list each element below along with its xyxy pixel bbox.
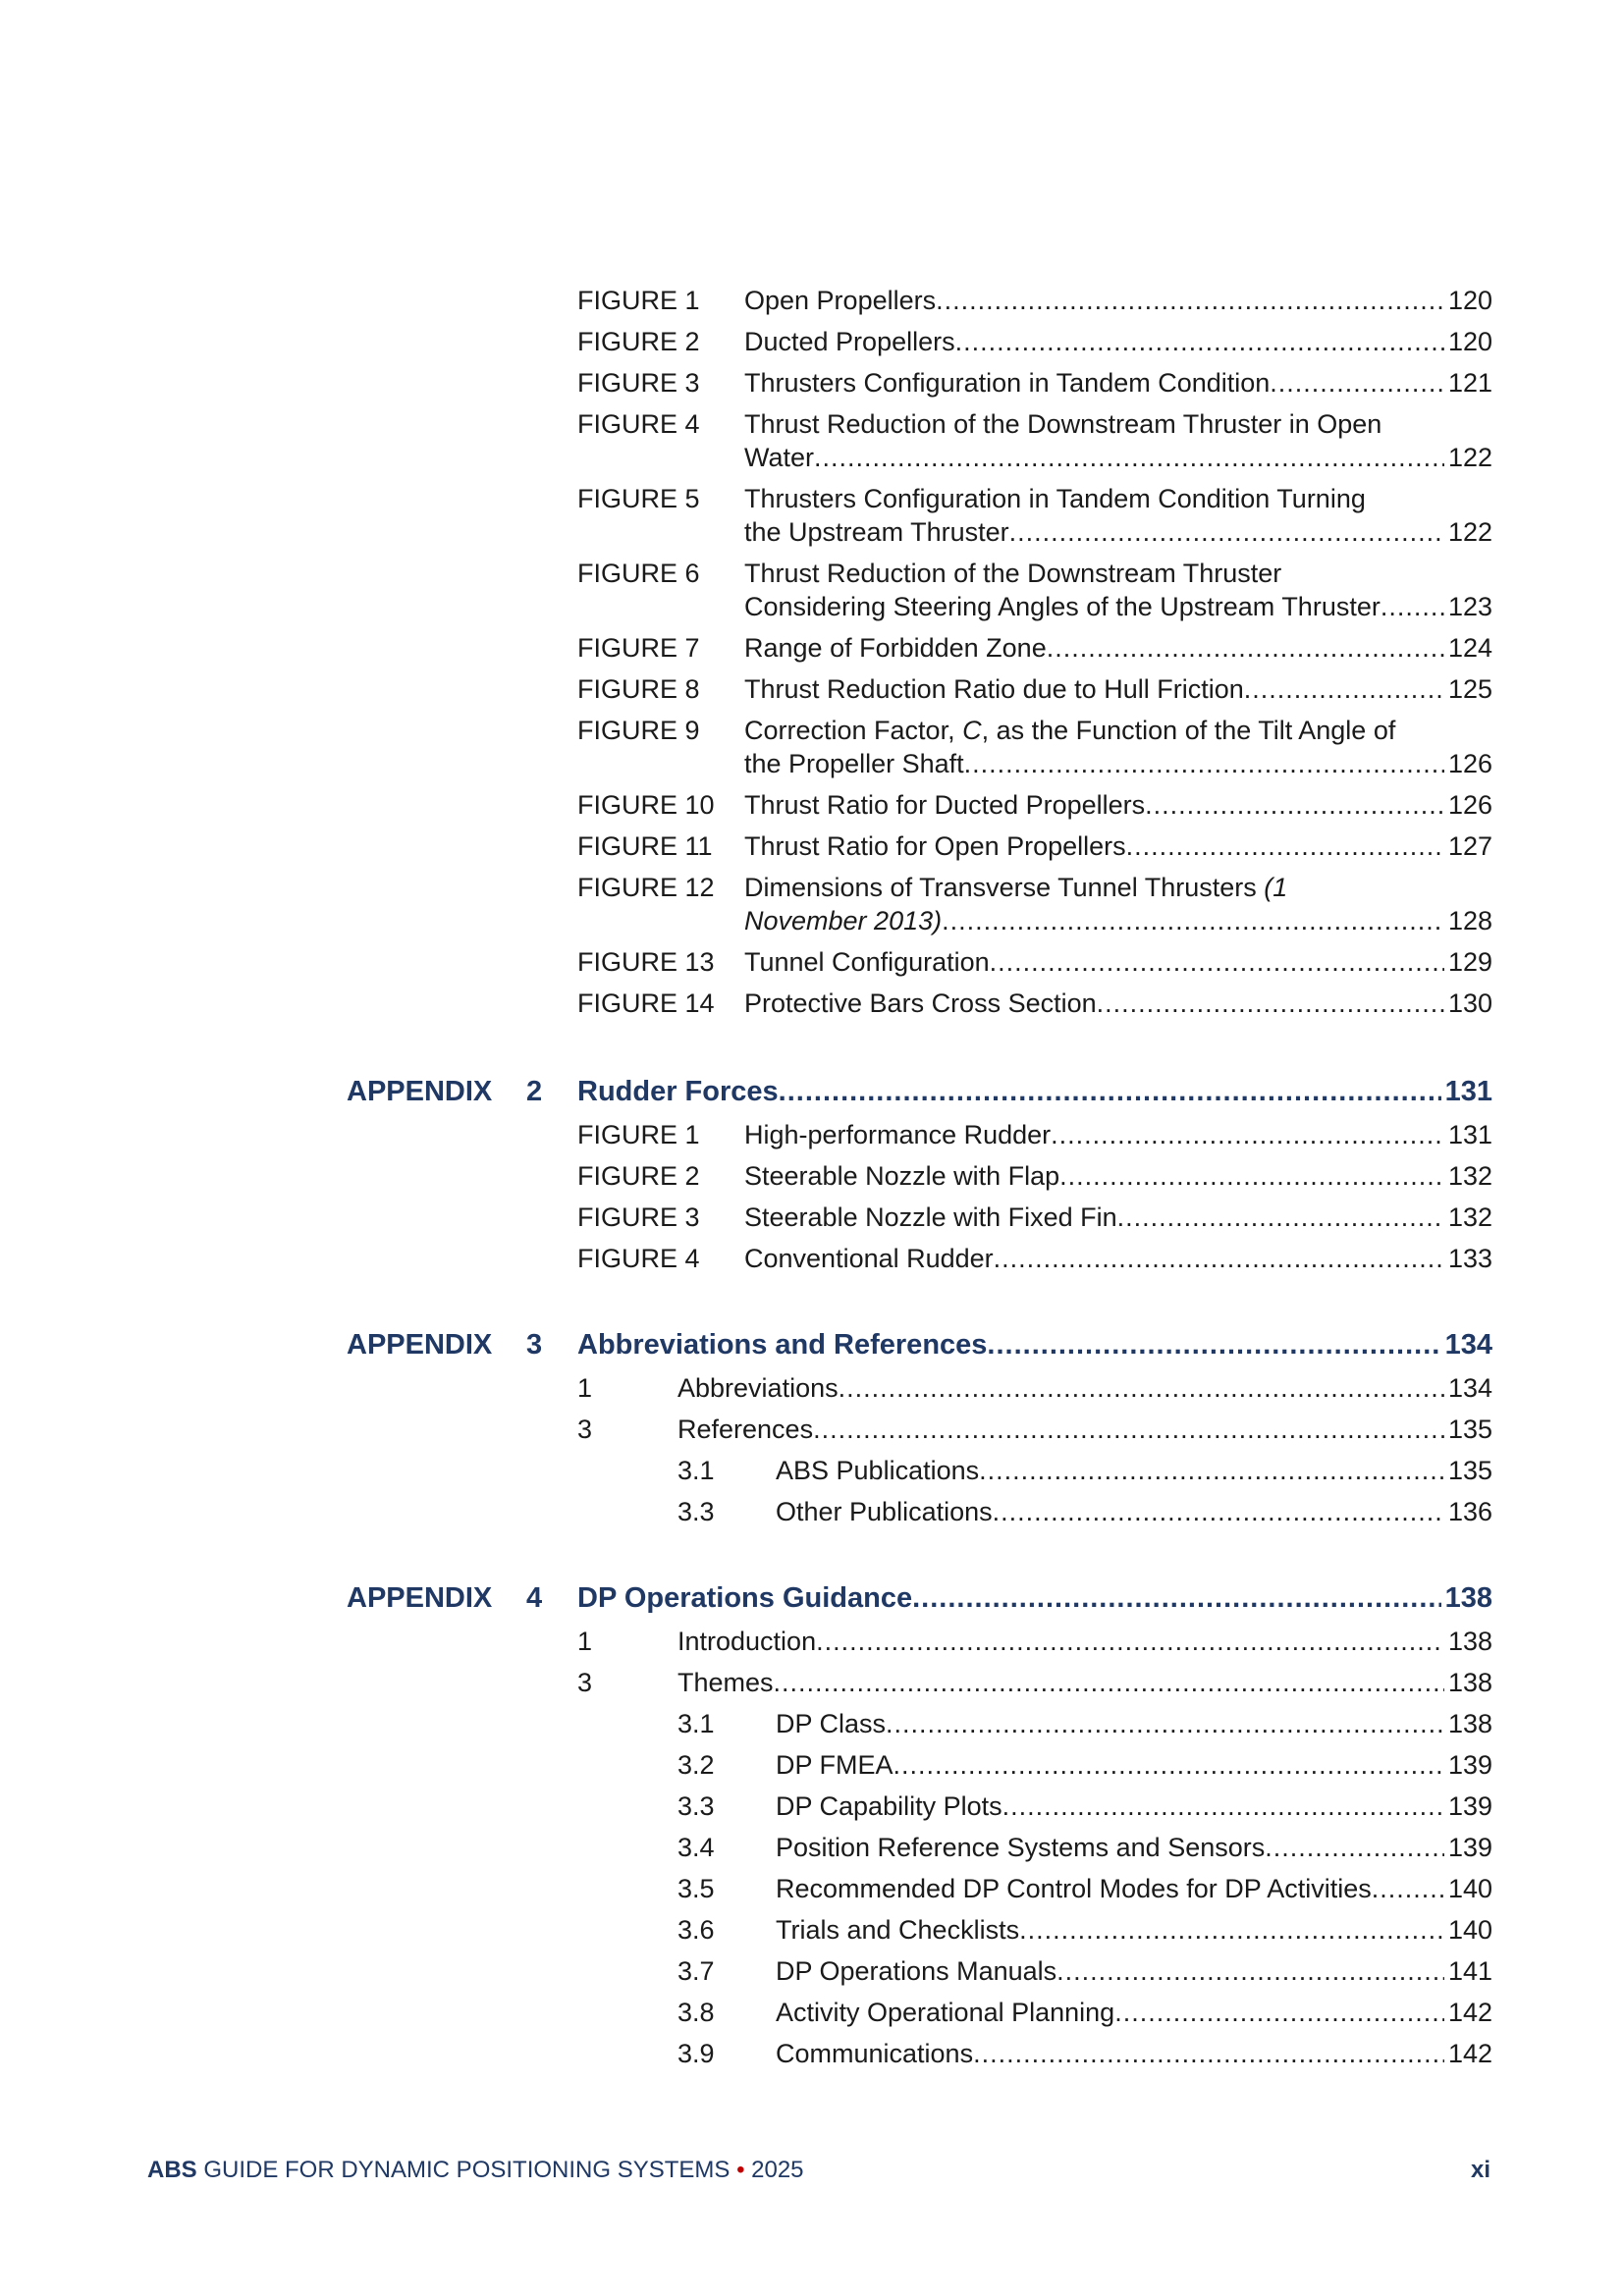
page-number: xi (1470, 2157, 1490, 2183)
figure-label: FIGURE 14 (577, 988, 715, 1018)
entry-title-line1: Thrust Reduction of the Downstream Thruster in Open (744, 409, 1382, 439)
toc-entry[interactable] (776, 1455, 1492, 1487)
leader-dots (1372, 1873, 1444, 1905)
entry-page: 135 (1447, 1415, 1492, 1444)
toc-entry[interactable] (744, 946, 1492, 979)
entry-title: Steerable Nozzle with Flap (744, 1161, 1060, 1191)
entry-title: Other Publications (776, 1497, 993, 1526)
section-number: 3 (577, 1668, 593, 1697)
entry-page: 135 (1447, 1456, 1492, 1485)
figure-label: FIGURE 9 (577, 716, 700, 745)
figure-label: FIGURE 11 (577, 831, 713, 861)
leader-dots (1244, 673, 1444, 706)
entry-title: the Propeller Shaft (744, 749, 964, 778)
subsection-number: 3.7 (677, 1956, 715, 1986)
entry-title: ABS Publications (776, 1456, 980, 1485)
entry-page: 126 (1447, 749, 1492, 778)
entry-page: 125 (1447, 674, 1492, 704)
entry-page: 128 (1447, 906, 1492, 935)
footer-bullet: • (736, 2157, 745, 2183)
entry-page: 133 (1447, 1244, 1492, 1273)
footer-guide-title: GUIDE FOR DYNAMIC POSITIONING SYSTEMS (196, 2157, 737, 2183)
entry-page: 139 (1447, 1833, 1492, 1862)
entry-title: Thrust Ratio for Ducted Propellers (744, 790, 1146, 820)
figure-label: FIGURE 3 (577, 1202, 700, 1232)
entry-title: Abbreviations and References (577, 1329, 988, 1361)
leader-dots (1145, 789, 1444, 822)
subsection-number: 3.3 (677, 1791, 715, 1821)
entry-page: 136 (1447, 1497, 1492, 1526)
toc-entry[interactable] (776, 1832, 1492, 1864)
leader-dots (893, 1749, 1444, 1782)
toc-entry[interactable] (744, 591, 1492, 623)
appendix-number: 3 (526, 1329, 543, 1361)
appendix-word: APPENDIX (347, 1329, 493, 1361)
entry-page: 120 (1447, 327, 1492, 356)
entry-page: 138 (1447, 1627, 1492, 1656)
entry-title: References (677, 1415, 814, 1444)
entry-page: 134 (1447, 1373, 1492, 1403)
toc-entry[interactable] (744, 632, 1492, 665)
footer-brand: ABS (147, 2157, 197, 2183)
entry-title: Themes (677, 1668, 774, 1697)
entry-page: 120 (1447, 286, 1492, 315)
entry-title: Protective Bars Cross Section (744, 988, 1097, 1018)
leader-dots (1126, 830, 1444, 863)
entry-title-line1: Thrusters Configuration in Tandem Condition Turning (744, 484, 1366, 513)
entry-title: Introduction (677, 1627, 817, 1656)
subsection-number: 3.8 (677, 1998, 715, 2027)
leader-dots (1056, 1955, 1444, 1988)
appendix-number: 2 (526, 1076, 543, 1107)
entry-page: 141 (1447, 1956, 1492, 1986)
leader-dots (973, 2038, 1444, 2070)
entry-page: 140 (1447, 1874, 1492, 1903)
leader-dots (964, 748, 1444, 780)
leader-dots (994, 1243, 1444, 1275)
entry-page: 131 (1444, 1076, 1492, 1107)
entry-title: Steerable Nozzle with Fixed Fin (744, 1202, 1117, 1232)
entry-page: 139 (1447, 1750, 1492, 1780)
toc-entry[interactable] (776, 1873, 1492, 1905)
toc-entry[interactable] (776, 2038, 1492, 2070)
entry-title-line1: Correction Factor, C, as the Function of the Tilt Angle of (744, 716, 1396, 745)
entry-title: November 2013) (744, 906, 943, 935)
leader-dots (816, 1626, 1444, 1658)
entry-title: DP Class (776, 1709, 887, 1738)
figure-label: FIGURE 10 (577, 790, 715, 820)
leader-dots (814, 442, 1444, 474)
figure-label: FIGURE 2 (577, 327, 700, 356)
entry-title: the Upstream Thruster (744, 517, 1009, 547)
toc-entry[interactable] (776, 1790, 1492, 1823)
subsection-number: 3.6 (677, 1915, 715, 1945)
leader-dots (987, 1329, 1440, 1362)
subsection-number: 3.3 (677, 1497, 715, 1526)
figure-label: FIGURE 4 (577, 1244, 700, 1273)
toc-entry[interactable] (776, 1914, 1492, 1947)
appendix-number: 4 (526, 1582, 543, 1614)
entry-page: 132 (1447, 1161, 1492, 1191)
leader-dots (1059, 1160, 1444, 1193)
toc-entry[interactable] (677, 1626, 1492, 1658)
subsection-number: 3.9 (677, 2039, 715, 2068)
leader-dots (990, 946, 1444, 979)
toc-entry[interactable] (744, 1201, 1492, 1234)
appendix-heading[interactable] (577, 1582, 1492, 1615)
leader-dots (1117, 1201, 1444, 1234)
entry-title: Water (744, 443, 815, 472)
section-number: 3 (577, 1415, 593, 1444)
entry-title: Recommended DP Control Modes for DP Activities (776, 1874, 1372, 1903)
toc-entry[interactable] (744, 1243, 1492, 1275)
figure-label: FIGURE 13 (577, 947, 715, 977)
entry-title: Activity Operational Planning (776, 1998, 1115, 2027)
toc-entry[interactable] (677, 1372, 1492, 1405)
leader-dots (1380, 591, 1444, 623)
figure-label: FIGURE 6 (577, 559, 700, 588)
leader-dots (774, 1667, 1444, 1699)
leader-dots (839, 1372, 1444, 1405)
entry-page: 127 (1447, 831, 1492, 861)
toc-entry[interactable] (744, 367, 1492, 400)
figure-label: FIGURE 4 (577, 409, 700, 439)
appendix-word: APPENDIX (347, 1076, 493, 1107)
leader-dots (813, 1414, 1444, 1446)
entry-page: 138 (1447, 1709, 1492, 1738)
leader-dots (942, 905, 1444, 937)
entry-page: 142 (1447, 1998, 1492, 2027)
toc-entry[interactable] (744, 830, 1492, 863)
entry-title: Conventional Rudder (744, 1244, 994, 1273)
page-footer (147, 2157, 804, 2184)
toc-entry[interactable] (744, 1160, 1492, 1193)
figure-label: FIGURE 1 (577, 286, 700, 315)
leader-dots (955, 326, 1444, 358)
leader-dots (1270, 367, 1444, 400)
entry-title: Thrust Ratio for Open Propellers (744, 831, 1126, 861)
figure-label: FIGURE 3 (577, 368, 700, 398)
toc-entry[interactable] (744, 988, 1492, 1020)
figure-label: FIGURE 12 (577, 873, 715, 902)
appendix-heading[interactable] (577, 1076, 1492, 1108)
toc-entry[interactable] (744, 285, 1492, 317)
leader-dots (779, 1076, 1441, 1108)
appendix-word: APPENDIX (347, 1582, 493, 1614)
leader-dots (1097, 988, 1444, 1020)
leader-dots (886, 1708, 1444, 1740)
subsection-number: 3.1 (677, 1709, 715, 1738)
toc-entry[interactable] (744, 326, 1492, 358)
toc-entry[interactable] (744, 748, 1492, 780)
toc-entry[interactable] (744, 516, 1492, 549)
entry-page: 134 (1444, 1329, 1492, 1361)
entry-title-line1: Thrust Reduction of the Downstream Thruster (744, 559, 1282, 588)
entry-page: 138 (1447, 1668, 1492, 1697)
subsection-number: 3.4 (677, 1833, 715, 1862)
toc-entry[interactable] (776, 1997, 1492, 2029)
footer-year: 2025 (744, 2157, 804, 2183)
toc-entry[interactable] (776, 1708, 1492, 1740)
entry-page: 123 (1447, 592, 1492, 621)
entry-page: 126 (1447, 790, 1492, 820)
leader-dots (1002, 1790, 1444, 1823)
entry-title: Ducted Propellers (744, 327, 955, 356)
toc-entry[interactable] (776, 1496, 1492, 1528)
entry-title: DP FMEA (776, 1750, 893, 1780)
entry-page: 124 (1447, 633, 1492, 663)
entry-page: 129 (1447, 947, 1492, 977)
entry-title: Tunnel Configuration (744, 947, 990, 977)
entry-page: 131 (1447, 1120, 1492, 1149)
entry-title: Communications (776, 2039, 974, 2068)
entry-page: 139 (1447, 1791, 1492, 1821)
figure-label: FIGURE 5 (577, 484, 700, 513)
figure-label: FIGURE 2 (577, 1161, 700, 1191)
toc-entry[interactable] (744, 442, 1492, 474)
entry-title: Position Reference Systems and Sensors (776, 1833, 1266, 1862)
toc-entry[interactable] (677, 1414, 1492, 1446)
leader-dots (912, 1582, 1441, 1615)
toc-entry[interactable] (744, 673, 1492, 706)
entry-title: Abbreviations (677, 1373, 839, 1403)
leader-dots (993, 1496, 1444, 1528)
entry-page: 122 (1447, 443, 1492, 472)
entry-page: 122 (1447, 517, 1492, 547)
entry-title: Thrusters Configuration in Tandem Condition (744, 368, 1271, 398)
entry-title: DP Capability Plots (776, 1791, 1002, 1821)
toc-entry[interactable] (776, 1749, 1492, 1782)
leader-dots (979, 1455, 1444, 1487)
entry-title-line1: Dimensions of Transverse Tunnel Thrusters (1 (744, 873, 1288, 902)
subsection-number: 3.1 (677, 1456, 715, 1485)
appendix-heading[interactable] (577, 1329, 1492, 1362)
entry-page: 138 (1444, 1582, 1492, 1614)
subsection-number: 3.5 (677, 1874, 715, 1903)
leader-dots (1019, 1914, 1444, 1947)
leader-dots (1114, 1997, 1444, 2029)
entry-page: 130 (1447, 988, 1492, 1018)
leader-dots (936, 285, 1444, 317)
figure-label: FIGURE 7 (577, 633, 700, 663)
section-number: 1 (577, 1373, 593, 1403)
leader-dots (1051, 1119, 1444, 1151)
entry-title: Thrust Reduction Ratio due to Hull Friction (744, 674, 1244, 704)
entry-title: Considering Steering Angles of the Upstream Thruster (744, 592, 1380, 621)
entry-title: DP Operations Guidance (577, 1582, 913, 1614)
figure-label: FIGURE 8 (577, 674, 700, 704)
entry-page: 142 (1447, 2039, 1492, 2068)
entry-page: 121 (1447, 368, 1492, 398)
entry-title: Rudder Forces (577, 1076, 779, 1107)
subsection-number: 3.2 (677, 1750, 715, 1780)
entry-title: Trials and Checklists (776, 1915, 1020, 1945)
toc-entry[interactable] (677, 1667, 1492, 1699)
entry-page: 132 (1447, 1202, 1492, 1232)
toc-entry[interactable] (744, 1119, 1492, 1151)
entry-title: DP Operations Manuals (776, 1956, 1057, 1986)
toc-entry[interactable] (776, 1955, 1492, 1988)
toc-entry[interactable] (744, 905, 1492, 937)
toc-entry[interactable] (744, 789, 1492, 822)
figure-label: FIGURE 1 (577, 1120, 700, 1149)
section-number: 1 (577, 1627, 593, 1656)
entry-title: Range of Forbidden Zone (744, 633, 1047, 663)
entry-title: High-performance Rudder (744, 1120, 1052, 1149)
leader-dots (1047, 632, 1444, 665)
leader-dots (1265, 1832, 1444, 1864)
entry-title: Open Propellers (744, 286, 937, 315)
leader-dots (1009, 516, 1444, 549)
entry-page: 140 (1447, 1915, 1492, 1945)
